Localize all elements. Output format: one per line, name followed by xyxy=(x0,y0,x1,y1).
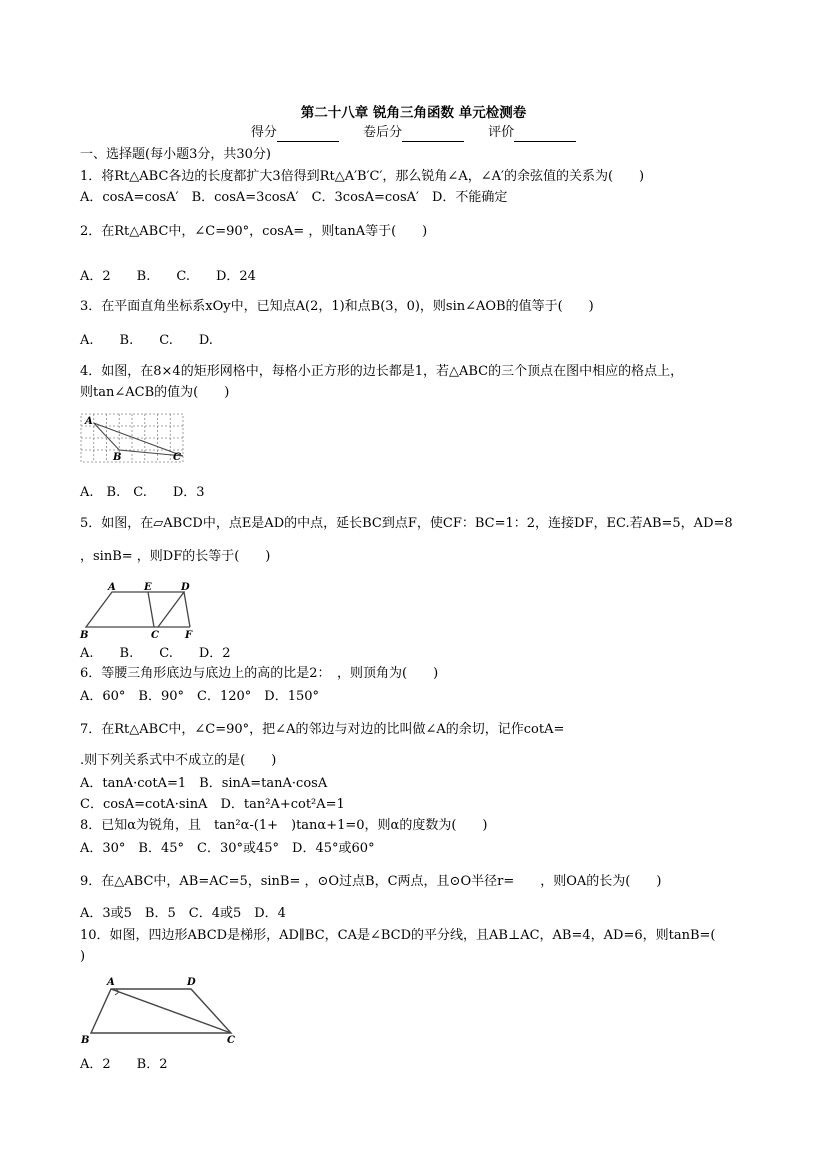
point-label-d: D xyxy=(181,582,190,593)
question-5-stem: 5．如图，在▱ABCD中，点E是AD的中点，延长BC到点F，使CF：BC=1：2，连接DF，EC.若AB=5，AD=8 xyxy=(80,516,733,531)
score-blank xyxy=(277,128,339,142)
question-10-options: A．2 B．2 xyxy=(80,1057,168,1072)
question-7-options-cont: C．cosA=cotA·sinA D．tan²A+cot²A=1 xyxy=(80,797,345,812)
point-label-c: C xyxy=(151,630,159,641)
score-field[interactable] xyxy=(251,124,339,142)
section-heading: 一、选择题(每小题3分，共30分) xyxy=(80,147,271,162)
adjusted-score-field[interactable] xyxy=(363,124,464,142)
point-label-c: C xyxy=(173,452,181,463)
diagonal-ac xyxy=(111,989,231,1033)
point-label-f: F xyxy=(185,630,193,641)
trapezoid-abcd xyxy=(91,989,231,1033)
segment-ec xyxy=(148,592,154,627)
question-6-options: A．60° B．90° C．120° D．150° xyxy=(80,689,320,704)
question-7-stem-cont: .则下列关系式中不成立的是( ) xyxy=(80,753,277,768)
point-label-e: E xyxy=(144,582,152,593)
adjusted-score-label: 卷后分 xyxy=(362,125,402,140)
question-5-options: A. B. C. D．2 xyxy=(80,646,231,661)
question-4-options: A. B. C. D．3 xyxy=(80,485,205,500)
question-4-stem: 4．如图，在8×4的矩形网格中，每格小正方形的边长都是1，若△ABC的三个顶点在图中相应的格点上， xyxy=(80,364,684,379)
question-9-stem: 9．在△ABC中，AB=AC=5，sinB= ，⊙O过点B，C两点，且⊙O半径r= ，则OA的长为( ) xyxy=(80,874,662,889)
question-3-stem: 3．在平面直角坐标系xOy中，已知点A(2，1)和点B(3，0)，则sin∠AOB的值等于( ) xyxy=(80,299,594,314)
score-line xyxy=(0,124,827,142)
question-1-options: A．cosA=cosA′ B．cosA=3cosA′ C．3cosA=cosA′ D．不能确定 xyxy=(80,190,508,205)
point-label-c: C xyxy=(227,1035,235,1046)
triangle-abc xyxy=(94,423,183,456)
question-9-options: A．3或5 B．5 C．4或5 D．4 xyxy=(80,906,286,921)
question-8-options: A．30° B．45° C．30°或45° D．45°或60° xyxy=(80,841,375,856)
question-7-stem: 7．在Rt△ABC中，∠C=90°，把∠A的邻边与对边的比叫做∠A的余切，记作cotA= xyxy=(80,722,565,737)
question-2-options: A．2 B. C. D．24 xyxy=(80,269,256,284)
page-title: 第二十八章 锐角三角函数 单元检测卷 xyxy=(300,105,527,121)
point-label-a: A xyxy=(85,416,93,427)
question-1-stem: 1．将Rt△ABC各边的长度都扩大3倍得到Rt△A′B′C′，那么锐角∠A，∠A′的余弦值的关系为( ) xyxy=(80,169,645,184)
question-10-stem-cont: ) xyxy=(80,949,86,964)
question-6-stem: 6．等腰三角形底边与底边上的高的比是2： ，则顶角为( ) xyxy=(80,666,439,681)
adjusted-score-blank xyxy=(402,128,464,142)
point-label-b: B xyxy=(80,630,89,641)
question-2-stem: 2．在Rt△ABC中，∠C=90°，cosA= ，则tanA等于( ) xyxy=(80,224,428,239)
question-4-stem-cont: 则tan∠ACB的值为( ) xyxy=(80,385,230,400)
score-label: 得分 xyxy=(250,125,277,140)
point-label-b: B xyxy=(81,1035,90,1046)
question-7-options: A．tanA·cotA=1 B．sinA=tanA·cosA xyxy=(80,776,328,791)
point-label-b: B xyxy=(113,452,122,463)
point-label-a: A xyxy=(107,977,115,988)
parallelogram-abcd xyxy=(86,592,184,627)
point-label-d: D xyxy=(187,977,196,988)
trapezoid-figure xyxy=(79,975,239,1047)
parallelogram-figure xyxy=(78,580,196,642)
question-5-stem-cont: ，sinB= ，则DF的长等于( ) xyxy=(80,549,271,564)
grid-figure xyxy=(79,412,187,464)
evaluation-blank xyxy=(514,128,576,142)
evaluation-label: 评价 xyxy=(488,125,515,140)
question-3-options: A. B. C. D. xyxy=(80,333,213,348)
question-10-stem: 10．如图，四边形ABCD是梯形，AD∥BC，CA是∠BCD的平分线，且AB⊥AC，AB=4，AD=6，则tanB=( xyxy=(80,928,716,943)
question-8-stem: 8．已知α为锐角，且 tan²α-(1+ )tanα+1=0，则α的度数为( ) xyxy=(80,818,488,833)
point-label-a: A xyxy=(108,582,116,593)
evaluation-field[interactable] xyxy=(488,124,576,142)
right-angle-mark xyxy=(115,989,119,995)
segment-df xyxy=(184,592,190,627)
